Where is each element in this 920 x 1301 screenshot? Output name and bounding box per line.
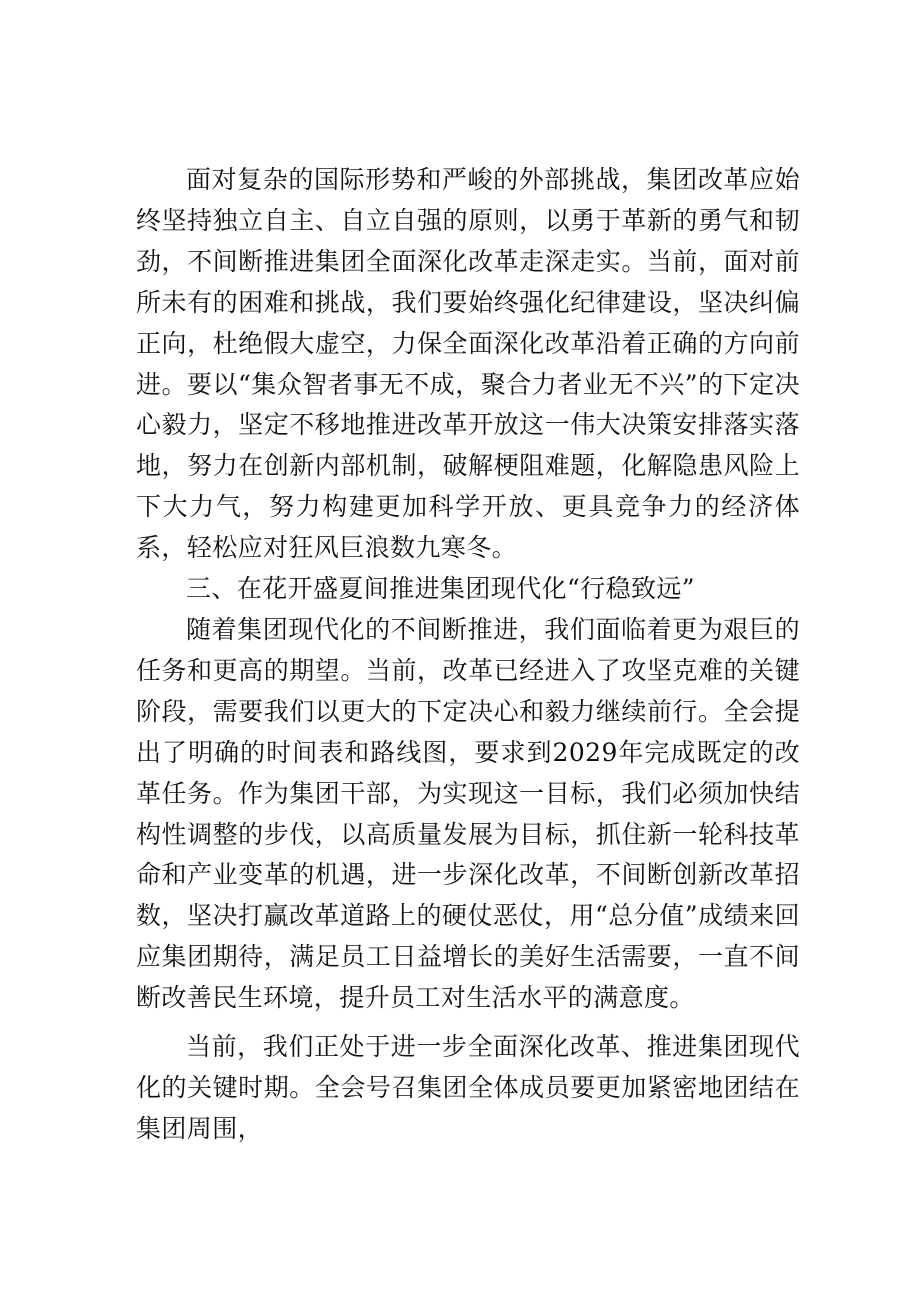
document-body	[136, 160, 800, 1150]
paragraph-reform-independence: 面对复杂的国际形势和严峻的外部挑战，集团改革应始终坚持独立自主、自立自强的原则，以勇于革新的勇气和韧劲，不间断推进集团全面深化改革走深走实。当前，面对前所未有的困难和挑战，我们要始终强化纪律建设，坚决纠偏正向，杜绝假大虚空，力保全面深化改革沿着正确的方向前进。要以“集众智者事无不成，聚合力者业无不兴”的下定决心毅力，坚定不移地推进改革开放这一伟大决策安排落实落地，努力在创新内部机制，破解梗阻难题，化解隐患风险上下大力气，努力构建更加科学开放、更具竞争力的经济体系，轻松应对狂风巨浪数九寒冬。	[136, 165, 800, 563]
paragraph-critical-period: 当前，我们正处于进一步全面深化改革、推进集团现代化的关键时期。全会号召集团全体成员要更加紧密地团结在集团周围，	[136, 1032, 800, 1143]
paragraph-modernization-progress: 随着集团现代化的不间断推进，我们面临着更为艰巨的任务和更高的期望。当前，改革已经进入了攻坚克难的关键阶段，需要我们以更大的下定决心和毅力继续前行。全会提出了明确的时间表和路线图，要求到2029年完成既定的改革任务。作为集团干部，为实现这一目标，我们必须加快结构性调整的步伐，以高质量发展为目标，抓住新一轮科技革命和产业变革的机遇，进一步深化改革，不间断创新改革招数，坚决打赢改革道路上的硬仗恶仗，用“总分值”成绩来回应集团期待，满足员工日益增长的美好生活需要，一直不间断改善民生环境，提升员工对生活水平的满意度。	[136, 614, 800, 1013]
section-heading-three: 三、在花开盛夏间推进集团现代化“行稳致远”	[186, 574, 695, 604]
